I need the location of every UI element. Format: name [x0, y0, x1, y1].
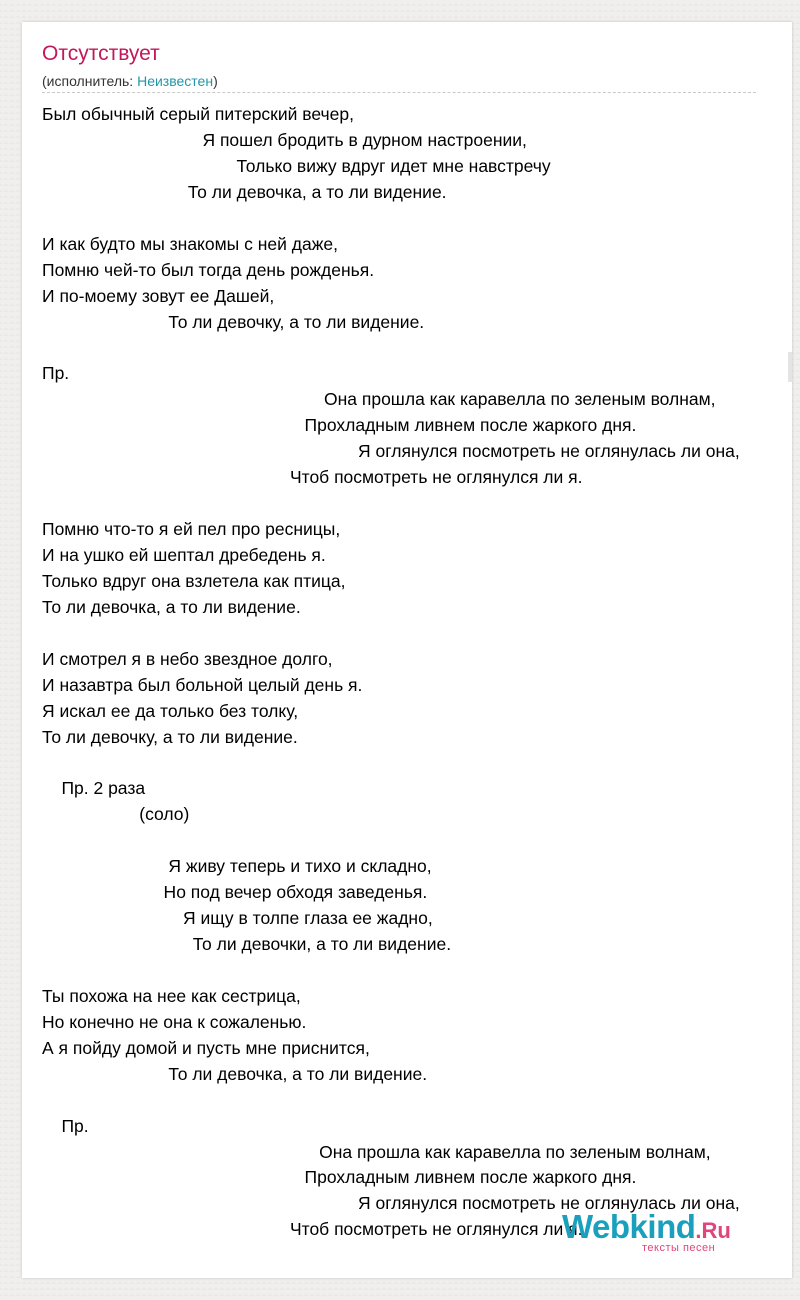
lyric-line: И как будто мы знакомы с ней даже,: [42, 233, 339, 254]
lyrics-text: [42, 102, 772, 1243]
lyric-line: Был обычный серый питерский вечер,: [42, 104, 354, 124]
lyric-line: И на ушко ей шептал дребедень я.: [42, 544, 326, 565]
lyric-line: (соло): [42, 804, 190, 825]
lyric-line: Только вижу вдруг идет мне навстречу: [42, 155, 551, 176]
lyric-line: Прохладным ливнем после жаркого дня.: [42, 415, 637, 436]
lyric-line: [42, 491, 772, 517]
logo-tagline: тексты песен: [642, 1242, 716, 1254]
lyric-line: То ли девочку, а то ли видение.: [42, 311, 425, 332]
lyric-line: Но под вечер обходя заведенья.: [42, 882, 428, 903]
lyric-line: [42, 958, 772, 984]
artist-line: [42, 73, 218, 89]
lyric-line: Ты похожа на нее как сестрица,: [42, 985, 301, 1006]
lyric-line: Пр. 2 раза: [42, 778, 146, 799]
lyric-line: Я оглянулся посмотреть не оглянулась ли она,: [42, 1193, 740, 1214]
lyric-line: [42, 206, 772, 232]
lyric-line: Только вдруг она взлетела как птица,: [42, 570, 346, 591]
lyric-line: Я ищу в толпе глаза ее жадно,: [42, 908, 433, 929]
lyric-line: То ли девочка, а то ли видение.: [42, 596, 301, 617]
artist-prefix: (исполнитель:: [42, 73, 138, 89]
song-title: Отсутствует: [42, 42, 160, 65]
lyric-line: Пр.: [42, 363, 70, 384]
lyric-line: Она прошла как каравелла по зеленым волнам,: [42, 389, 716, 410]
scrollbar-thumb[interactable]: [788, 352, 792, 382]
lyric-line: То ли девочка, а то ли видение.: [42, 181, 447, 202]
lyric-line: Я искал ее да только без толку,: [42, 700, 299, 721]
lyric-line: Помню чей-то был тогда день рожденья.: [42, 259, 375, 280]
lyric-line: [42, 1088, 772, 1114]
lyric-line: [42, 335, 772, 361]
logo-name: Webkind: [562, 1208, 696, 1245]
lyric-line: И по-моему зовут ее Дашей,: [42, 285, 275, 306]
lyric-line: То ли девочка, а то ли видение.: [42, 1063, 428, 1084]
lyric-line: [42, 621, 772, 647]
lyric-line: То ли девочки, а то ли видение.: [42, 934, 452, 954]
lyric-line: Помню что-то я ей пел про ресницы,: [42, 519, 341, 539]
lyric-line: То ли девочку, а то ли видение.: [42, 726, 298, 747]
title-divider: [42, 92, 756, 93]
lyric-line: Но конечно не она к сожаленью.: [42, 1011, 307, 1032]
lyric-line: Она прошла как каравелла по зеленым волнам,: [42, 1141, 711, 1162]
lyrics-card: [22, 22, 792, 1278]
artist-link[interactable]: Неизвестен: [137, 73, 214, 89]
lyric-line: Чтоб посмотреть не оглянулся ли я.: [42, 467, 583, 488]
lyric-line: И смотрел я в небо звездное долго,: [42, 648, 333, 669]
lyric-line: Прохладным ливнем после жаркого дня.: [42, 1167, 637, 1188]
lyric-line: [42, 828, 772, 854]
lyric-line: Я оглянулся посмотреть не оглянулась ли она,: [42, 441, 740, 462]
lyric-line: Я живу теперь и тихо и складно,: [42, 856, 432, 877]
lyric-line: Чтоб посмотреть не оглянулся ли я.: [42, 1219, 583, 1240]
lyric-line: И назавтра был больной целый день я.: [42, 674, 363, 695]
lyric-line: Пр.: [42, 1115, 89, 1136]
lyric-line: Я пошел бродить в дурном настроении,: [42, 129, 527, 150]
lyric-line: А я пойду домой и пусть мне приснится,: [42, 1037, 370, 1058]
logo-tld: .Ru: [695, 1218, 731, 1243]
lyric-line: [42, 750, 772, 776]
webkind-logo[interactable]: [562, 1208, 731, 1254]
artist-suffix: ): [213, 73, 218, 89]
